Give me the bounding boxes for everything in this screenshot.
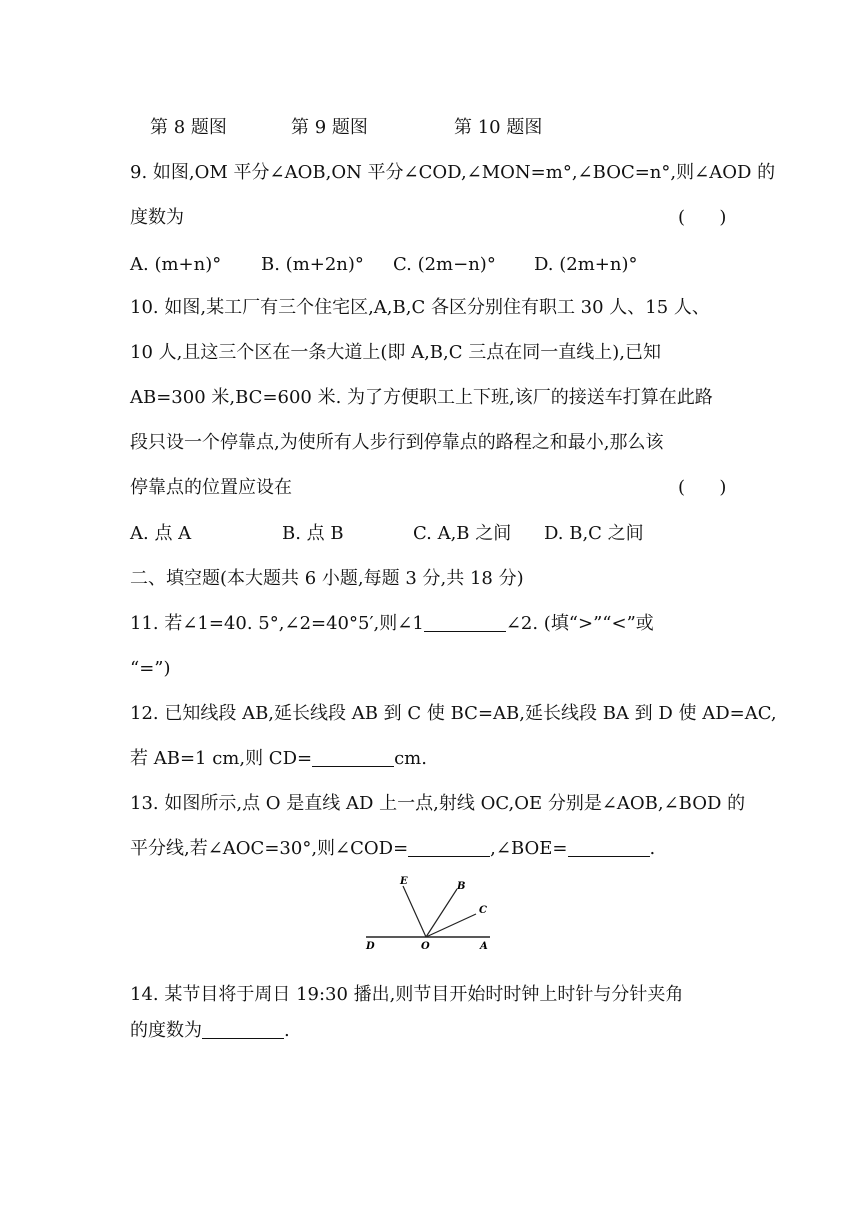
- q13-line-1: 13. 如图所示,点 O 是直线 AD 上一点,射线 OC,OE 分别是∠AOB,∠BOD 的: [130, 793, 746, 814]
- q14-line-2: [130, 1019, 290, 1043]
- q14-text-before-blank: 的度数为: [130, 1020, 202, 1041]
- q13-text-after-blank: .: [649, 838, 656, 859]
- q10-line-5: 停靠点的位置应设在: [130, 477, 292, 498]
- ray-oe: [403, 886, 426, 937]
- figure-label-9: 第 9 题图: [291, 117, 368, 138]
- q12-line-1: 12. 已知线段 AB,延长线段 AB 到 C 使 BC=AB,延长线段 BA 到 D 使 AD=AC,: [130, 703, 777, 724]
- q10-line-4: 段只设一个停靠点,为使所有人步行到停靠点的路程之和最小,那么该: [130, 432, 664, 453]
- q9-option-b: B. (m+2n)°: [261, 254, 364, 275]
- q10-option-a: A. 点 A: [130, 523, 192, 544]
- q11-line-1: [130, 612, 654, 636]
- q14-text-after-blank: .: [284, 1020, 290, 1041]
- section-heading-fill-in: 二、填空题(本大题共 6 小题,每题 3 分,共 18 分): [130, 568, 524, 589]
- figure-label-10: 第 10 题图: [454, 117, 543, 138]
- point-label-c: C: [479, 905, 487, 916]
- q9-option-c: C. (2m−n)°: [393, 254, 496, 275]
- q9-line-2: 度数为: [130, 207, 184, 228]
- q10-line-3: AB=300 米,BC=600 米. 为了方便职工上下班,该厂的接送车打算在此路: [130, 387, 713, 408]
- q13-answer-blank-boe[interactable]: [568, 838, 650, 857]
- q13-line-2: [130, 837, 655, 861]
- q10-line-1: 10. 如图,某工厂有三个住宅区,A,B,C 各区分别住有职工 30 人、15 人、: [130, 297, 710, 318]
- q12-answer-blank[interactable]: [312, 748, 394, 767]
- q9-answer-paren: ( ): [678, 207, 727, 228]
- q10-line-2: 10 人,且这三个区在一条大道上(即 A,B,C 三点在同一直线上),已知: [130, 342, 661, 363]
- point-label-o: O: [421, 941, 430, 952]
- point-label-a: A: [480, 941, 488, 952]
- q14-answer-blank[interactable]: [202, 1020, 284, 1039]
- point-label-b: B: [457, 881, 466, 892]
- q10-option-d: D. B,C 之间: [544, 523, 644, 544]
- q12-text-before-blank: 若 AB=1 cm,则 CD=: [130, 748, 313, 769]
- q10-option-b: B. 点 B: [282, 523, 344, 544]
- q10-answer-paren: ( ): [678, 477, 727, 498]
- q13-answer-blank-cod[interactable]: [408, 838, 490, 857]
- figure-label-8: 第 8 题图: [150, 117, 227, 138]
- q14-line-1: 14. 某节目将于周日 19:30 播出,则节目开始时时钟上时针与分针夹角: [130, 984, 684, 1005]
- q10-option-c: C. A,B 之间: [413, 523, 512, 544]
- q11-text-before-blank: 11. 若∠1=40. 5°,∠2=40°5′,则∠1: [130, 613, 424, 634]
- q13-figure: [362, 872, 502, 952]
- q9-option-d: D. (2m+n)°: [534, 254, 638, 275]
- point-label-d: D: [366, 941, 375, 952]
- q9-line-1: 9. 如图,OM 平分∠AOB,ON 平分∠COD,∠MON=m°,∠BOC=n°,则∠AOD 的: [130, 162, 776, 183]
- point-label-e: E: [400, 876, 408, 887]
- q11-answer-blank[interactable]: [424, 613, 506, 632]
- q11-text-after-blank: ∠2. (填“>”“<”或: [505, 613, 654, 634]
- q9-option-a: A. (m+n)°: [130, 254, 222, 275]
- q12-line-2: [130, 747, 427, 771]
- q12-text-after-blank: cm.: [394, 748, 427, 769]
- q13-text-before-blank-1: 平分线,若∠AOC=30°,则∠COD=: [130, 838, 409, 859]
- q13-text-between-blanks: ,∠BOE=: [490, 838, 568, 859]
- q11-line-2: “=”): [130, 658, 171, 679]
